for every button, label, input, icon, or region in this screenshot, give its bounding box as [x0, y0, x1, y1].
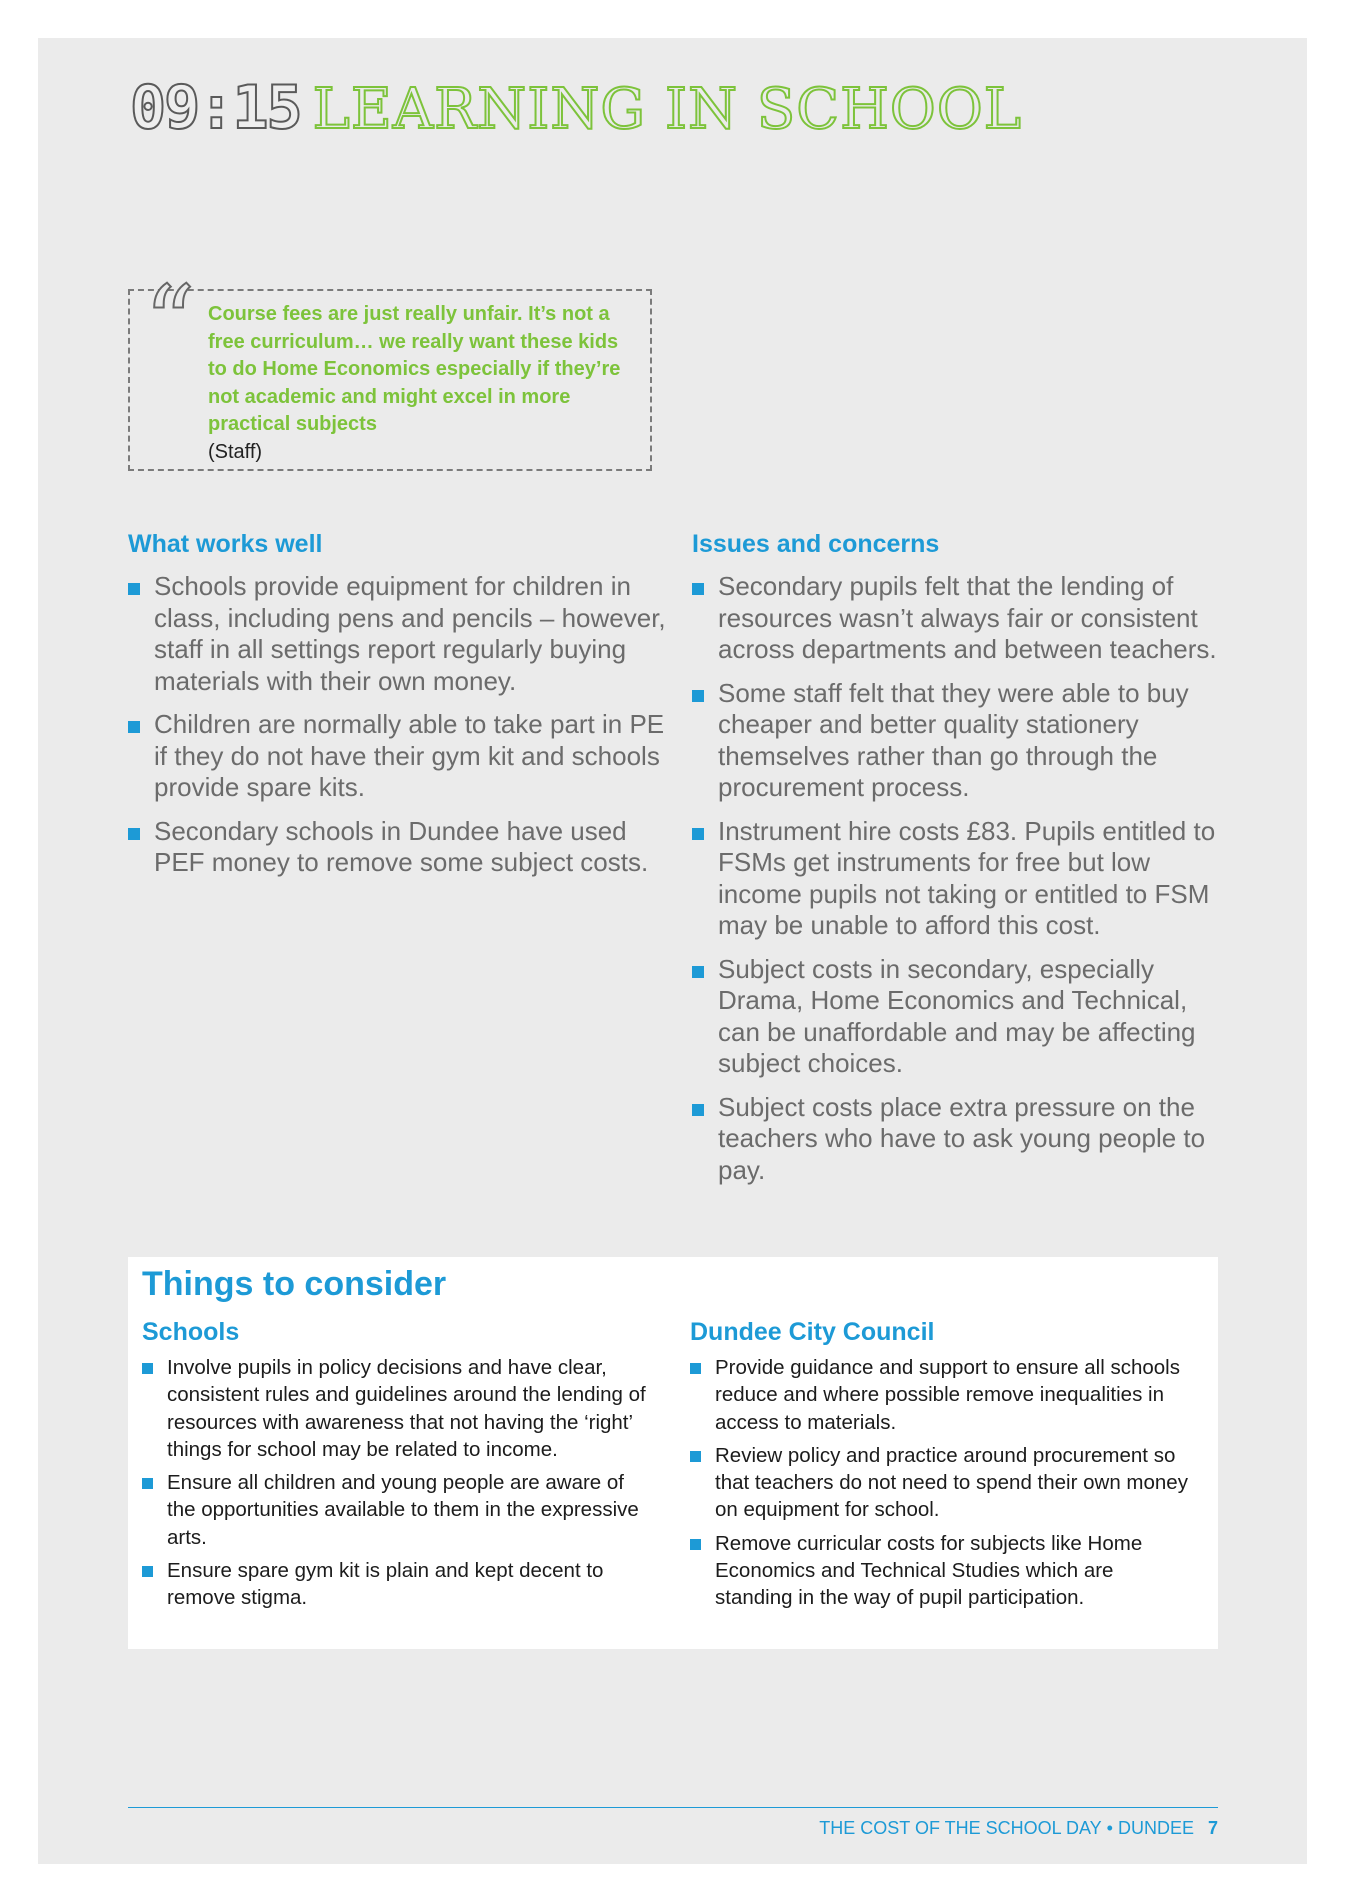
quote-body: Course fees are just really unfair. It’s not a free curriculum… we really want these kids to do Home Economics especially if they’re not academic and might excel in more practical subjects	[208, 303, 621, 435]
council-heading: Dundee City Council	[690, 1318, 935, 1346]
issues-item-text: Secondary pupils felt that the lending of resources wasn’t always fair or consistent across departments and between teachers.	[718, 571, 1217, 664]
council-item	[690, 1354, 1190, 1436]
page-number: 7	[1207, 1818, 1218, 1838]
staff-quote-box	[128, 264, 652, 471]
square-bullet-icon	[690, 1539, 701, 1550]
works-well-item	[128, 709, 668, 804]
things-to-consider-panel	[128, 1257, 1218, 1649]
council-item	[690, 1442, 1190, 1524]
council-item-text: Review policy and practice around procurement so that teachers do not need to spend their own money on equipment for school.	[715, 1443, 1188, 1522]
square-bullet-icon	[690, 1451, 701, 1462]
works-well-item-text: Secondary schools in Dundee have used PEF money to remove some subject costs.	[154, 815, 649, 877]
council-item-text: Remove curricular costs for subjects like Home Economics and Technical Studies which are standing in the way of pupil participation.	[715, 1531, 1143, 1610]
square-bullet-icon	[692, 690, 704, 702]
schools-list	[142, 1354, 652, 1618]
square-bullet-icon	[690, 1363, 701, 1374]
works-well-item-text: Schools provide equipment for children in class, including pens and pencils – however, staff in all settings report regularly buying materials with their own money.	[154, 571, 666, 696]
council-item	[690, 1530, 1190, 1612]
works-well-item	[128, 571, 668, 697]
square-bullet-icon	[692, 966, 704, 978]
schools-heading: Schools	[142, 1318, 240, 1346]
square-bullet-icon	[692, 828, 704, 840]
square-bullet-icon	[128, 721, 140, 733]
quote-text	[208, 301, 638, 466]
things-to-consider-title: Things to consider	[142, 1265, 447, 1303]
square-bullet-icon	[692, 1104, 704, 1116]
footer-location: DUNDEE	[1117, 1818, 1194, 1838]
schools-item-text: Involve pupils in policy decisions and have clear, consistent rules and guidelines around the lending of resources with awareness that not having the ‘right’ things for school may be related to income.	[167, 1356, 646, 1461]
issues-item-text: Subject costs in secondary, especially Drama, Home Economics and Technical, can be unaffordable and may be affecting subject choices.	[718, 953, 1196, 1078]
square-bullet-icon	[128, 828, 140, 840]
issues-heading: Issues and concerns	[692, 530, 940, 558]
square-bullet-icon	[142, 1478, 153, 1489]
council-item-text: Provide guidance and support to ensure all schools reduce and where possible remove inequalities in access to materials.	[715, 1356, 1180, 1434]
issues-item	[692, 678, 1222, 804]
issues-item	[692, 816, 1222, 942]
schools-item	[142, 1557, 652, 1612]
issues-item	[692, 1092, 1222, 1187]
square-bullet-icon	[128, 583, 140, 595]
footer-divider	[128, 1807, 1218, 1808]
square-bullet-icon	[692, 583, 704, 595]
square-bullet-icon	[142, 1566, 153, 1577]
schools-item-text: Ensure all children and young people are aware of the opportunities available to them in the expressive arts.	[167, 1471, 639, 1549]
quote-mark-icon: “	[144, 264, 196, 381]
council-list	[690, 1354, 1190, 1618]
quote-attribution: (Staff)	[208, 440, 263, 463]
works-well-heading: What works well	[128, 530, 323, 558]
issues-item-text: Subject costs place extra pressure on the teachers who have to ask young people to pay.	[718, 1091, 1206, 1185]
issues-item	[692, 571, 1222, 666]
schools-item	[142, 1354, 652, 1463]
time-label: 09:15	[130, 73, 301, 143]
works-well-item	[128, 816, 668, 879]
works-well-item-text: Children are normally able to take part in PE if they do not have their gym kit and schools provide spare kits.	[154, 709, 665, 802]
footer-separator: •	[1106, 1818, 1113, 1838]
page-title	[130, 72, 1022, 146]
issues-item-text: Some staff felt that they were able to buy cheaper and better quality stationery themselves rather than go through the procurement process.	[718, 677, 1189, 802]
schools-item-text: Ensure spare gym kit is plain and kept decent to remove stigma.	[167, 1559, 604, 1610]
footer	[819, 1818, 1218, 1839]
footer-publication: THE COST OF THE SCHOOL DAY	[819, 1818, 1102, 1838]
section-title: LEARNING IN SCHOOL	[312, 77, 1022, 142]
schools-item	[142, 1469, 652, 1551]
works-well-list	[128, 571, 668, 891]
issues-item-text: Instrument hire costs £83. Pupils entitled to FSMs get instruments for free but low income pupils not taking or entitled to FSM may be unable to afford this cost.	[718, 815, 1216, 940]
issues-item	[692, 954, 1222, 1080]
issues-list	[692, 571, 1222, 1198]
square-bullet-icon	[142, 1363, 153, 1374]
